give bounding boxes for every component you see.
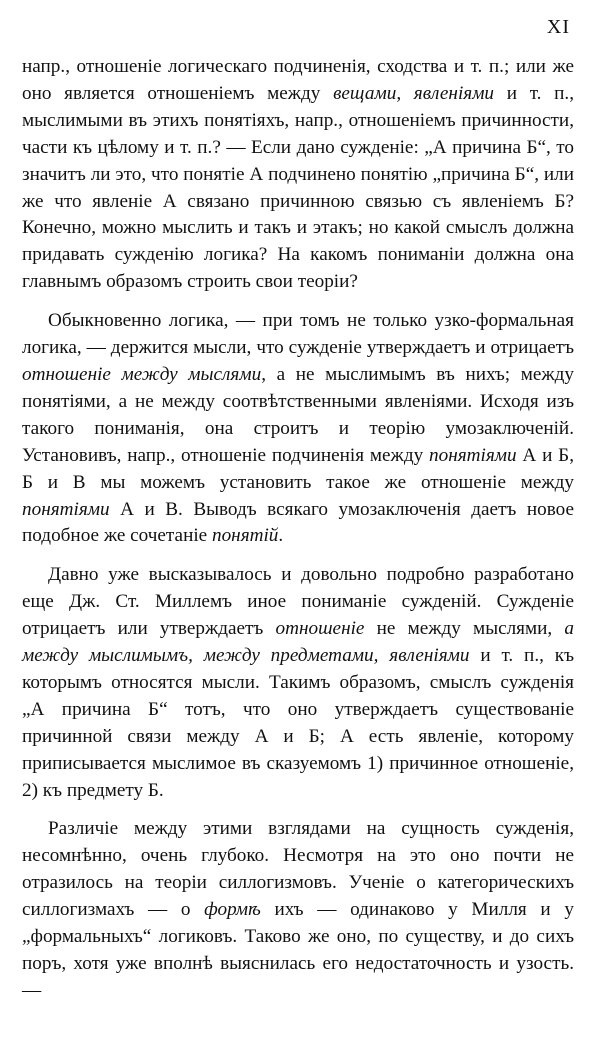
- page-header: [22, 10, 574, 54]
- text-run: .: [278, 525, 284, 547]
- text-run: и т. п., мыслимыми въ этихъ понятіяхъ, напр., отношеніемъ причинности, части къ цѣлому и т. п.? — Если дано сужденіе: „А причина Б“, то значитъ ли это, что понятіе А подчинено понятію „причина Б“, или же что явленіе А связано причинною связью съ явленіемъ Б? Конечно, можно мыслить и такъ и этакъ; но какой смыслъ должна придавать сужденію логика? На какомъ пониманіи должна она главнымъ образомъ строить свои теоріи?: [22, 82, 574, 293]
- text-run: А и Б, Б и В мы можемъ установить такое же отношеніе между: [22, 444, 574, 493]
- page-number: XI: [546, 16, 570, 38]
- emphasis-text: понятіями: [22, 498, 110, 520]
- emphasis-text: отношеніе: [275, 618, 365, 640]
- text-run: , а не мыслимымъ въ нихъ; между понятіями, а не между соотвѣтственными явленіями. Исходя изъ такого пониманія, она строитъ и теорію умозаключеній. Установивъ, напр., отношеніе подчиненія между: [22, 363, 574, 466]
- emphasis-text: понятіями: [429, 444, 517, 466]
- emphasis-text: отношеніе между мыслями: [22, 363, 262, 385]
- text-run: и т. п., къ которымъ относятся мысли. Такимъ образомъ, смыслъ сужденія „А причина Б“ тотъ, что оно утверждаетъ существованіе причинной связи между А и Б; А есть явленіе, которому приписывается мыслимое въ сказуемомъ 1) причинное отношеніе, 2) къ предмету Б.: [22, 645, 574, 801]
- text-run: А и В. Выводъ всякаго умозаключенія даетъ новое подобное же сочетаніе: [22, 498, 574, 547]
- paragraph-2: [22, 308, 574, 550]
- text-run: Обыкновенно логика, — при томъ не только узко-формальная логика, — держится мысли, что сужденіе утверждаетъ и отрицаетъ: [22, 310, 574, 359]
- paragraph-4: [22, 816, 574, 1004]
- body-text: [22, 54, 574, 1005]
- text-run: Давно уже высказывалось и довольно подробно разработано еще Дж. Ст. Миллемъ иное пониманіе сужденій. Сужденіе отрицаетъ или утверждаетъ: [22, 564, 574, 640]
- text-run: Различіе между этими взглядами на сущность сужденія, несомнѣнно, очень глубоко. Несмотря на это оно почти не отразилось на теоріи силлогизмовъ. Ученіе о категорическихъ силлогизмахъ — о: [22, 818, 574, 921]
- text-run: не между мыслями,: [364, 618, 565, 640]
- text-run: ихъ — одинаково у Милля и у „формальныхъ“ логиковъ. Таково же оно, по существу, и до сихъ поръ, хотя уже вполнѣ выяснилась его недостаточность и узость. —: [22, 899, 574, 1001]
- emphasis-text: понятій: [211, 525, 279, 547]
- text-run: напр., отношеніе логическаго подчиненія, сходства и т. п.; или же оно является отношеніемъ между: [22, 56, 574, 104]
- paragraph-3: [22, 562, 574, 804]
- emphasis-text: формѣ: [204, 899, 261, 921]
- emphasis-text: а между мыслимымъ, между предметами, явленіями: [22, 618, 574, 667]
- paragraph-1: [22, 54, 574, 296]
- emphasis-text: вещами, явленіями: [333, 82, 495, 104]
